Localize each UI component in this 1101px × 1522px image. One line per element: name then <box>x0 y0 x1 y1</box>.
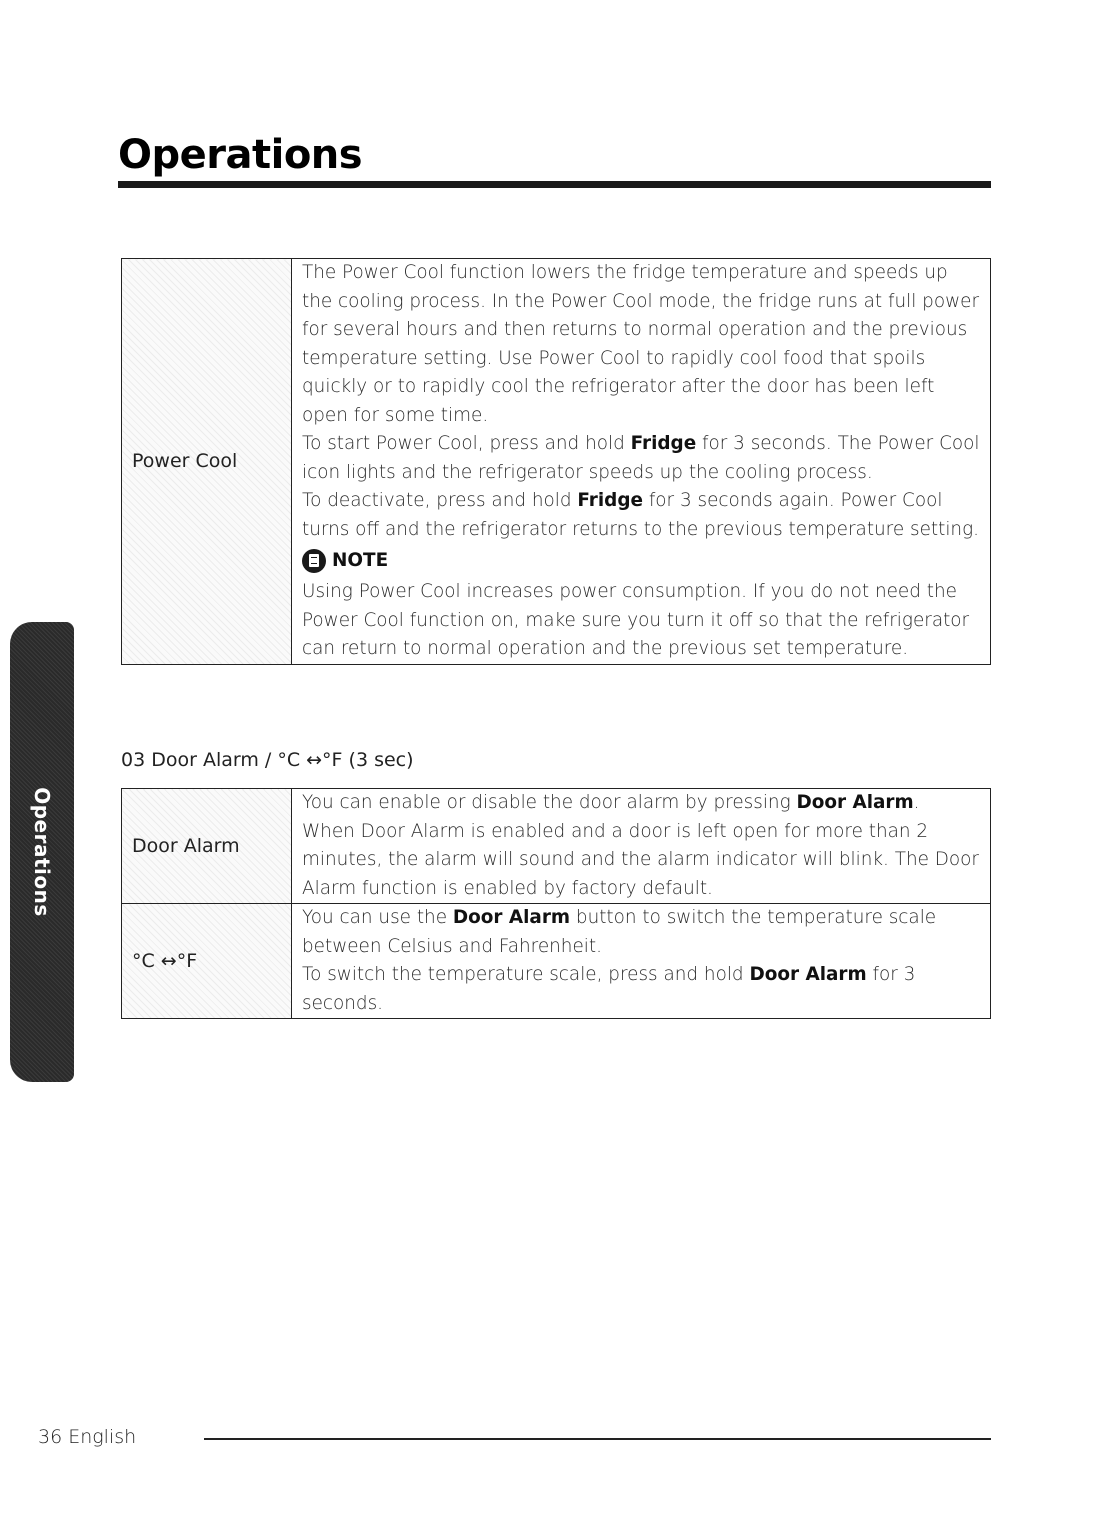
fridge-button-ref: Fridge <box>577 490 643 511</box>
side-tab-label: Operations <box>30 787 54 917</box>
page-number: 36 <box>38 1426 63 1448</box>
section-side-tab <box>10 622 74 1082</box>
door-alarm-label: Door Alarm <box>122 789 292 904</box>
page-footer <box>38 1426 136 1448</box>
footer-rule <box>204 1438 991 1440</box>
temp-scale-instruction: To switch the temperature scale, press and hold Door Alarm for 3 seconds. <box>302 964 916 1014</box>
power-cool-row <box>122 259 991 665</box>
note-text: Using Power Cool increases power consumption. If you do not need the Power Cool function on, make sure you turn it off so that the refrigerator can return to normal operation and the previous set temperature. <box>302 581 970 659</box>
power-cool-intro: The Power Cool function lowers the fridge temperature and speeds up the cooling process. In the Power Cool mode, the fridge runs at full power for several hours and then returns to normal operation and the previous temperature setting. Use Power Cool to rapidly cool food that spoils quickly or to rapidly cool the refrigerator after the door has been left open for some time. <box>302 262 980 426</box>
door-alarm-row <box>122 789 991 904</box>
door-alarm-button-ref: Door Alarm <box>749 964 867 985</box>
power-cool-stop-instruction: To deactivate, press and hold Fridge for 3 seconds again. Power Cool turns off and the refrigerator returns to the previous temperature setting. <box>302 490 979 540</box>
door-alarm-behavior-text: When Door Alarm is enabled and a door is left open for more than 2 minutes, the alarm will sound and the alarm indicator will blink. The Door Alarm function is enabled by factory default. <box>302 820 979 899</box>
door-alarm-description <box>292 789 991 904</box>
power-cool-description <box>292 259 991 665</box>
temp-scale-row <box>122 904 991 1019</box>
door-alarm-button-ref: Door Alarm <box>452 907 571 928</box>
power-cool-start-instruction: To start Power Cool, press and hold Fridge for 3 seconds. The Power Cool icon lights and the refrigerator speeds up the cooling process. <box>302 433 980 483</box>
title-rule <box>118 181 991 188</box>
note-heading <box>302 544 982 578</box>
fridge-button-ref: Fridge <box>630 433 697 454</box>
section-heading: 03 Door Alarm / °C ↔°F (3 sec) <box>121 749 414 771</box>
page-title: Operations <box>118 132 363 178</box>
temp-scale-label: °C ↔°F <box>122 904 292 1019</box>
power-cool-table <box>121 258 991 665</box>
note-label: NOTE <box>332 549 389 571</box>
note-icon <box>302 549 326 573</box>
power-cool-label: Power Cool <box>122 259 292 665</box>
page-language: English <box>68 1426 137 1448</box>
door-alarm-table <box>121 788 991 1019</box>
temp-scale-intro: You can use the Door Alarm button to switch the temperature scale between Celsius and Fahrenheit. <box>302 907 937 957</box>
temp-scale-description <box>292 904 991 1019</box>
door-alarm-button-ref: Door Alarm <box>796 792 914 813</box>
door-alarm-toggle-text: You can enable or disable the door alarm by pressing Door Alarm. <box>302 792 920 813</box>
